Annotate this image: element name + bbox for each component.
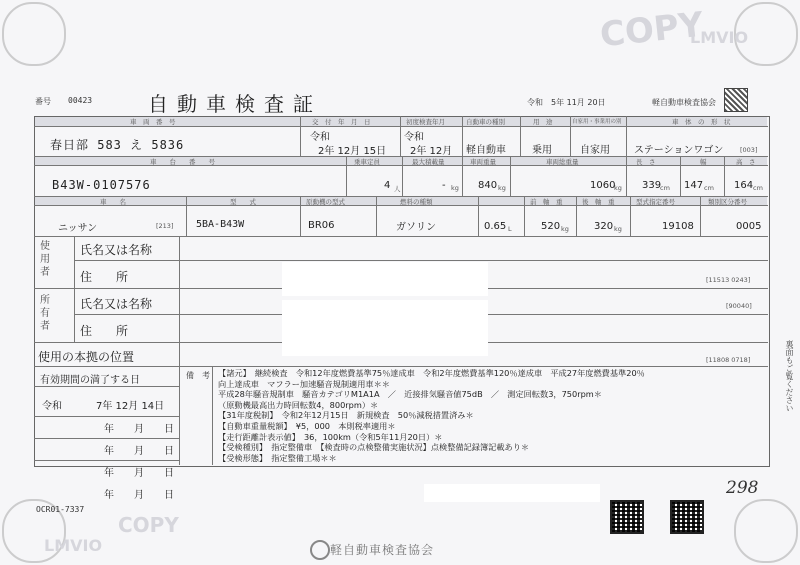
max-load: - [442,180,446,191]
rear-axle-weight: 320 [594,221,614,232]
remarks-line: 向上達成車 マフラー加速騒音規制適用車＊＊ [218,378,390,389]
displacement-unit: L [508,225,512,233]
document-title: 自動車検査証 [148,92,322,116]
first-reg-date: 2年 12月 [410,146,453,157]
remarks-line: 平成28年騒音規制車 騒音カテゴリM1A1A ／ 近接排気騒音値75dB ／ 測定回転数3，750rpm＊ [218,389,602,400]
remarks-line: （原動機最高出力時回転数4，800rpm）＊ [218,399,379,410]
user-address-label: 住 所 [80,270,129,284]
remarks-line: 【受検種別】 指定整備車 【検査時の点検整備実施状況】点検整備記録簿記載あり＊ [218,442,530,453]
expiry-date: 7年 12月 14日 [96,401,165,412]
expiry-era: 令和 [42,401,62,412]
issue-date-value: 2年 12月 15日 [318,146,387,157]
brand-watermark-top: LMVIO [690,28,749,47]
issuer-label: 軽自動車検査協会 [652,98,716,107]
user-label: 使用者 [40,241,50,278]
remarks-line: 【受検形態】 指定整備工場＊＊ [218,452,337,463]
redacted-footer [424,484,600,502]
expiry-label: 有効期間の満了する日 [40,375,140,386]
remarks-line: 【31年度税制】 令和2年12月15日 新規検査 50％減税措置済み＊ [218,410,474,421]
ocr-code: OCR01-7337 [36,505,85,514]
location-label: 使用の本拠の位置 [38,350,135,364]
chassis-number: B43W-0107576 [52,178,151,192]
date-row-1: 年 月 日 [104,424,174,435]
vehicle-type: 軽自動車 [466,145,506,156]
doc-number-label: 番号 [35,97,51,106]
owner-name-label: 氏名又は名称 [80,297,153,311]
remarks-line: 【自動車重量税額】 ¥5，000 本則税率適用＊ [218,420,396,431]
front-axle-weight: 520 [541,221,561,232]
front-axle-unit: kg [561,225,569,233]
owner-label: 所有者 [40,295,50,332]
header-length: 長 さ [636,158,656,166]
header-usage: 用 途 [533,118,553,126]
body-code: [003] [740,146,758,154]
model: 5BA-B43W [196,219,245,230]
header-band-2 [35,156,767,165]
header-model: 型 式 [230,198,256,206]
width-unit: cm [704,184,714,192]
height-unit: cm [753,184,763,192]
vehicle-weight-unit: kg [498,184,506,192]
remarks-block [218,368,645,463]
displacement: 0.65 [484,221,507,232]
length: 339 [642,180,662,191]
org-logo-icon [310,540,330,560]
header-maker: 車 名 [100,198,126,206]
usage: 乗用 [532,145,552,156]
length-unit: cm [660,184,670,192]
header-issue-date: 交 付 年 月 日 [312,118,371,126]
remarks-line: 【走行距離計表示値】 36，100km（令和5年11月20日）＊ [218,431,443,442]
capacity-unit: 人 [394,185,401,193]
car-number: 春日部 583 え 5836 [50,138,185,152]
remarks-label: 備 考 [186,371,210,380]
doc-number: 00423 [68,96,93,105]
header-max-load: 最大積載量 [412,158,445,166]
ornament-top-left [2,2,66,66]
gross-weight: 1060 [590,180,616,191]
header-fuel: 燃料の種類 [400,198,433,206]
maker-code: [213] [156,222,174,230]
purpose: 自家用 [580,145,610,156]
vehicle-weight: 840 [478,180,498,191]
header-body-shape: 車 体 の 形 状 [672,118,731,126]
redacted-owner-info [282,300,488,356]
copy-watermark-bottom: COPY [118,513,179,537]
header-first-registration: 初度検査年月 [406,118,445,126]
type-cert-number: 19108 [662,221,694,232]
rear-axle-unit: kg [614,225,622,233]
user-code: [11513 0243] [706,276,751,284]
fuel-type: ガソリン [396,222,436,233]
header-car-number: 車 両 番 号 [130,118,176,126]
issuer-stamp-icon [724,88,748,112]
gross-weight-unit: kg [614,184,622,192]
first-reg-era: 令和 [404,132,424,143]
qr-code-icon [670,500,704,534]
date-row-4: 年 月 日 [104,490,174,501]
brand-watermark-bottom: LMVIO [44,536,103,555]
header-capacity: 乗車定員 [354,158,380,166]
header-width: 幅 [700,158,707,166]
header-chassis: 車 台 番 号 [150,158,215,166]
redacted-user-address [282,262,488,296]
owner-code: [90040] [726,302,752,310]
date-row-3: 年 月 日 [104,468,174,479]
class-number: 0005 [736,221,762,232]
header-class-number: 類別区分番号 [708,198,747,206]
issue-era: 令和 [310,132,330,143]
header-front-axle: 前 軸 重 [530,198,563,206]
height: 164 [734,180,754,191]
header-gross-weight: 車両総重量 [546,158,579,166]
header-purpose: 自家用・事業用の別 [572,119,622,125]
location-code: [11808 0718] [706,356,751,364]
remarks-line: 【諸元】 継続検査 令和12年度燃費基準75％達成車 令和2年度燃費基準120％達成車 平成27年度燃費基準20％ [218,368,645,378]
header-engine-model: 原動機の型式 [306,198,345,206]
copy-watermark-top: COPY [598,4,706,56]
date-row-2: 年 月 日 [104,446,174,457]
handwritten-number: 298 [726,478,759,498]
qr-code-icon [610,500,644,534]
width: 147 [684,180,704,191]
capacity: 4 [384,180,391,191]
side-note: 裏面もご覧ください [785,340,794,412]
header-rear-axle: 後 軸 重 [582,198,615,206]
maker: ニッサン [58,223,98,234]
header-height: 高 さ [736,158,756,166]
max-load-unit: kg [451,184,459,192]
footer-organization: 軽自動車検査協会 [330,543,435,557]
header-type-cert: 型式指定番号 [636,198,675,206]
engine-model: BR06 [308,220,335,231]
issue-date: 令和 5年 11月 20日 [527,98,606,107]
user-name-label: 氏名又は名称 [80,243,153,257]
header-weight: 車両重量 [470,158,496,166]
body-shape: ステーションワゴン [634,145,724,156]
header-vehicle-type: 自動車の種別 [466,118,505,126]
ornament-bottom-right [734,499,798,563]
owner-address-label: 住 所 [80,324,129,338]
